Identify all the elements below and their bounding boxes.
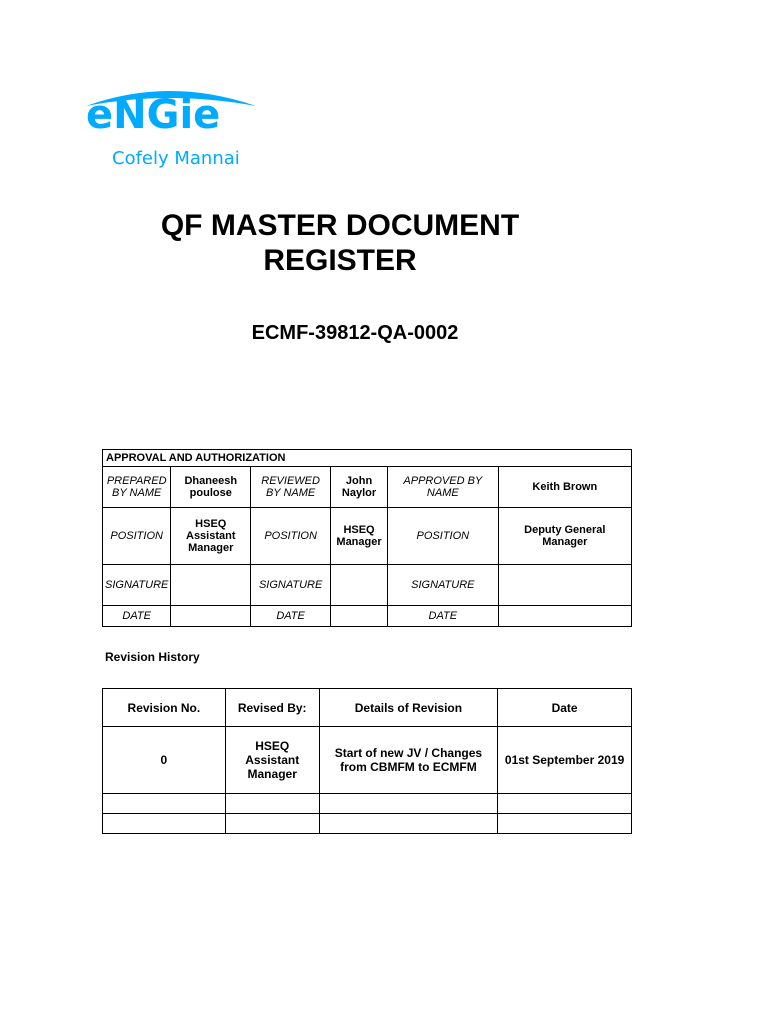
reviewed-signature-value (331, 565, 388, 606)
revision-no-cell: 0 (103, 727, 226, 794)
prepared-by-label: PREPARED BY NAME (103, 467, 171, 508)
prepared-signature-value (171, 565, 251, 606)
approved-by-label: APPROVED BY NAME (388, 467, 499, 508)
company-logo (84, 82, 259, 177)
revised-by-cell (225, 794, 319, 814)
prepared-position-value: HSEQ Assistant Manager (171, 508, 251, 565)
position-label: POSITION (388, 508, 499, 565)
date-cell (498, 794, 632, 814)
approved-date-value (498, 606, 631, 627)
revision-no-header: Revision No. (103, 689, 226, 727)
approved-by-value: Keith Brown (498, 467, 631, 508)
reviewed-by-label: REVIEWED BY NAME (251, 467, 331, 508)
approval-table (102, 449, 632, 627)
reviewed-date-value (331, 606, 388, 627)
date-cell (498, 814, 632, 834)
signature-label: SIGNATURE (251, 565, 331, 606)
revised-by-cell: HSEQ Assistant Manager (225, 727, 319, 794)
approval-header-row (103, 450, 632, 467)
revision-no-cell (103, 814, 226, 834)
approved-signature-value (498, 565, 631, 606)
position-label: POSITION (103, 508, 171, 565)
position-label: POSITION (251, 508, 331, 565)
details-header: Details of Revision (319, 689, 498, 727)
approval-row-position (103, 508, 632, 565)
details-cell (319, 794, 498, 814)
revision-history-table (102, 688, 632, 834)
reviewed-by-value: John Naylor (331, 467, 388, 508)
revised-by-cell (225, 814, 319, 834)
title-line-1: QF MASTER DOCUMENT (160, 209, 520, 242)
table-row (103, 794, 632, 814)
reviewed-position-value: HSEQ Manager (331, 508, 388, 565)
details-cell (319, 814, 498, 834)
date-header: Date (498, 689, 632, 727)
revision-history-label: Revision History (105, 650, 200, 664)
approval-row-signature (103, 565, 632, 606)
approved-position-value: Deputy General Manager (498, 508, 631, 565)
prepared-by-value: Dhaneesh poulose (171, 467, 251, 508)
date-cell: 01st September 2019 (498, 727, 632, 794)
document-code: ECMF-39812-QA-0002 (251, 322, 459, 344)
logo-subtitle: Cofely Mannai (112, 148, 240, 169)
revised-by-header: Revised By: (225, 689, 319, 727)
details-cell: Start of new JV / Changes from CBMFM to ECMFM (319, 727, 498, 794)
prepared-date-value (171, 606, 251, 627)
approval-header: APPROVAL AND AUTHORIZATION (103, 450, 632, 467)
table-row (103, 727, 632, 794)
title-line-2: REGISTER (263, 244, 417, 277)
logo-wordmark: eNGie (86, 92, 221, 138)
approval-row-name (103, 467, 632, 508)
signature-label: SIGNATURE (388, 565, 499, 606)
revision-no-cell (103, 794, 226, 814)
signature-label: SIGNATURE (103, 565, 171, 606)
revision-header-row (103, 689, 632, 727)
approval-row-date (103, 606, 632, 627)
date-label: DATE (251, 606, 331, 627)
date-label: DATE (388, 606, 499, 627)
document-title (100, 208, 580, 278)
date-label: DATE (103, 606, 171, 627)
table-row (103, 814, 632, 834)
